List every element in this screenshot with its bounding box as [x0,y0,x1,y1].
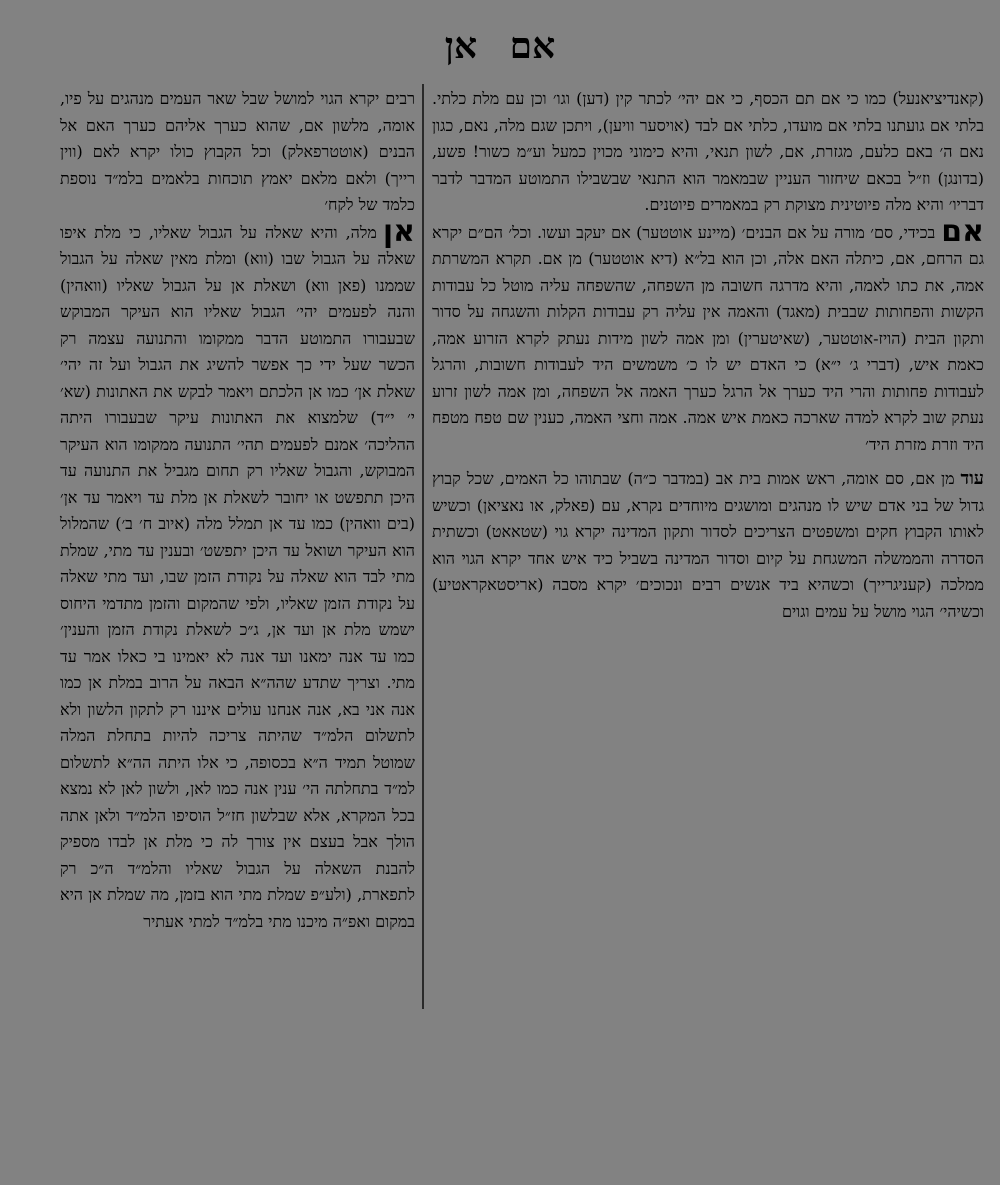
paragraph-text: רבים יקרא הגוי למושל שבל שאר העמים מנהגים על פיו, אומה, מלשון אם, שהוא כערך אליהם כערך האם אל הבנים (אוטטרפאלק) וכל הקבוץ כולו יקרא לאם (ווין רייך) ולאם מלאם יאמץ תוכחות בלאמים בלמ״ד נוספת כלמד של לקח׳ [60,89,415,214]
entry-paragraph [432,213,985,459]
paragraph-text: מן אם, סם אומה, ראש אמות בית אב (במדבר כ״ה) שבתוהו כל האמים, שכל קבוץ גדול של בני אדם שיש לו מנהגים ומושגים מיוחדים נקרא, עם (פאלק, או נאציאן) וכשיש לאותו הקבוץ חקים ומשפטים הצריכים לסדור ותקון המדינה יקרא גוי (שטאאט) וכשתית הסדרה והממשלה המשגחת על קיום וסדור המדינה בשביל כיד איש אחד יקרא הגוי הוא ממלכה (קעניגרייך) וכשהיא ביד אנשים רבים ונכוכים׳ יקרא מסבה (אריסטאקראטיע) וכשיהי׳ הגוי מושל על עמים וגוים [432,469,984,621]
header-word-right: אם [509,25,556,67]
paragraph [432,86,984,219]
entry-paragraph [432,466,984,625]
entry-headword: אן [382,213,415,249]
header-word-left: אן [444,25,478,67]
paragraph-text: מלה, והיא שאלה על הגבול שאליו, כי מלת איפו שאלה על הגבול שבו (ווא) ומלת מאין שאלה על הגבול שממנו (פאן ווא) ושאלת אן על הגבול שאליו (וואהין) והנה לפעמים יהי׳ הגבול שאליו הוא העיקר המבוקש שבעבורו התמוטע הדבר ממקומו והתנועה עצמה רק הכשר שעל ידי כך אפשר להשיג את הגבול ועל זה יהי׳ שאלת אן׳ כמו אן הלכתם ויאמר לבקש את האתונות (שא׳ י׳ י״ד) שלמצוא את האתונות עיקר שבעבורו היתה ההליכה׳ אמנם לפעמים תהי׳ התנועה ממקומו הוא העיקר המבוקש, והגבול שאליו רק תחום מגביל את התנועה עד היכן תתפשט או יחובר לשאלת אן מלת עד ויאמר עד אן׳ (בים וואהין) כמו עד אן תמלל מלה (איוב ח׳ ב׳) שהמלול הוא העיקר ושואל עד היכן יתפשט׳ ובענין עד מתי, שמלת מתי לבד הוא שאלה על נקודת הזמן שבו, ועד מתי שאלה על נקודת הזמן שאליו, ולפי שהמקום והזמן מתדמי היחוס ישמש מלת אן ועד אן, ג״כ לשאלת נקודת הזמן והענין׳ כמו עד אנה ימאנו ועד אנה לא יאמינו בי כאלו אמר עד מתי. וצריך שתדע שהה״א הבאה על הרוב במלת אן כמו אנה אני בא, אנה אנחנו עולים איננו רק לתקון הלשון ולא לתשלום הלמ״ד שהיתה צריכה להיות בתחלת המלה שמוטל תמיד ה״א בכסופה, כי אלו היתה הה״א לתשלום למ״ד בתחלתה הי׳ ענין אנה כמו לאן, ולשון לאן לא נמצא בכל המקרא, אלא שבלשון חז״ל הוסיפו הלמ״ד ולאן אתה הולך אבל בעצם אין צורך לה כי מלת אן לבדו מספיק להבנת השאלה על הגבול שאליו והלמ״ד ה״כ רק לתפארת, (ולע״פ שמלת מתי הוא בזמן, מה שמלת אן היא במקום ואפ״ה מיכנו מתי בלמ״ד למתי אעתיר [60,222,415,931]
entry-headword: אם [941,213,984,249]
spacer [432,458,984,466]
paragraph [60,86,415,219]
right-column [432,86,984,625]
page-header [0,22,1000,70]
left-column [60,86,415,935]
entry-paragraph [60,213,415,936]
paragraph-text: (קאנדיציאנעל) כמו כי אם תם הכסף, כי אם יהי׳ לכתר קין (דען) וגו׳ וכן עם מלת כלתי. בלתי אם גועתנו בלתי אם מועדו, כלתי אם לבד (אויסער וויען), ויתכן שגם מלה, נאם, כגון נאם ה׳ באם כלעם, מגזרת, אם, לשון תנאי, והיא כימוני מכוין כמעל וע״מ כשור! פשע, (בדונגן) וז״ל בכאם שיחזור העניין שבמאמר הוא התנאי שבשבילו התמוטע המדבר לדבר דבריו׳ והיא מלה פיוטינית מצוקת רק במאמרים פיוטנים. [432,89,984,214]
paragraph-text: בכידי, סם׳ מורה על אם הבנים׳ (מיינע אוטטער) אם יעקב ועשו. וכל׳ הם״ם יקרא גם הרחם, אם, כיתלה האם אלה, וכן הוא בל״א (דיא אוטטער) מן אם. תקרא המשרתת אמה, את כתו לאמה, והיא מדרגה חשובה מן השפחה, שהשפחה עליה מוטל כל עבודות הקשות והפחותות שבבית (מאגד) והאמה אין עליה רק עבודות הקלות והשגחה על סדור ותקון הבית (הויז-אוטטער, (שאיטערין) ומן אמה לשון מידות נעתק לקרא הזרוע אמה, כאמת איש, (דברי ג׳ י״א) כי האדם יש לו כ׳ משמשים היד לעבודות חשובות, והרגל לעבודות פחותות והרי היד כערך אל הרגל כערך האמה אל השפחה, ומן אמה לשון זרוע נעתק שוב לקרא למדה שארכה כאמת איש אמה. אמה וחצי האמה, כענין שם טפח מטפח היד וזרת מזרת היד׳ [432,222,985,454]
column-divider [422,84,424,1009]
entry-subheadword: עוד [960,468,984,489]
